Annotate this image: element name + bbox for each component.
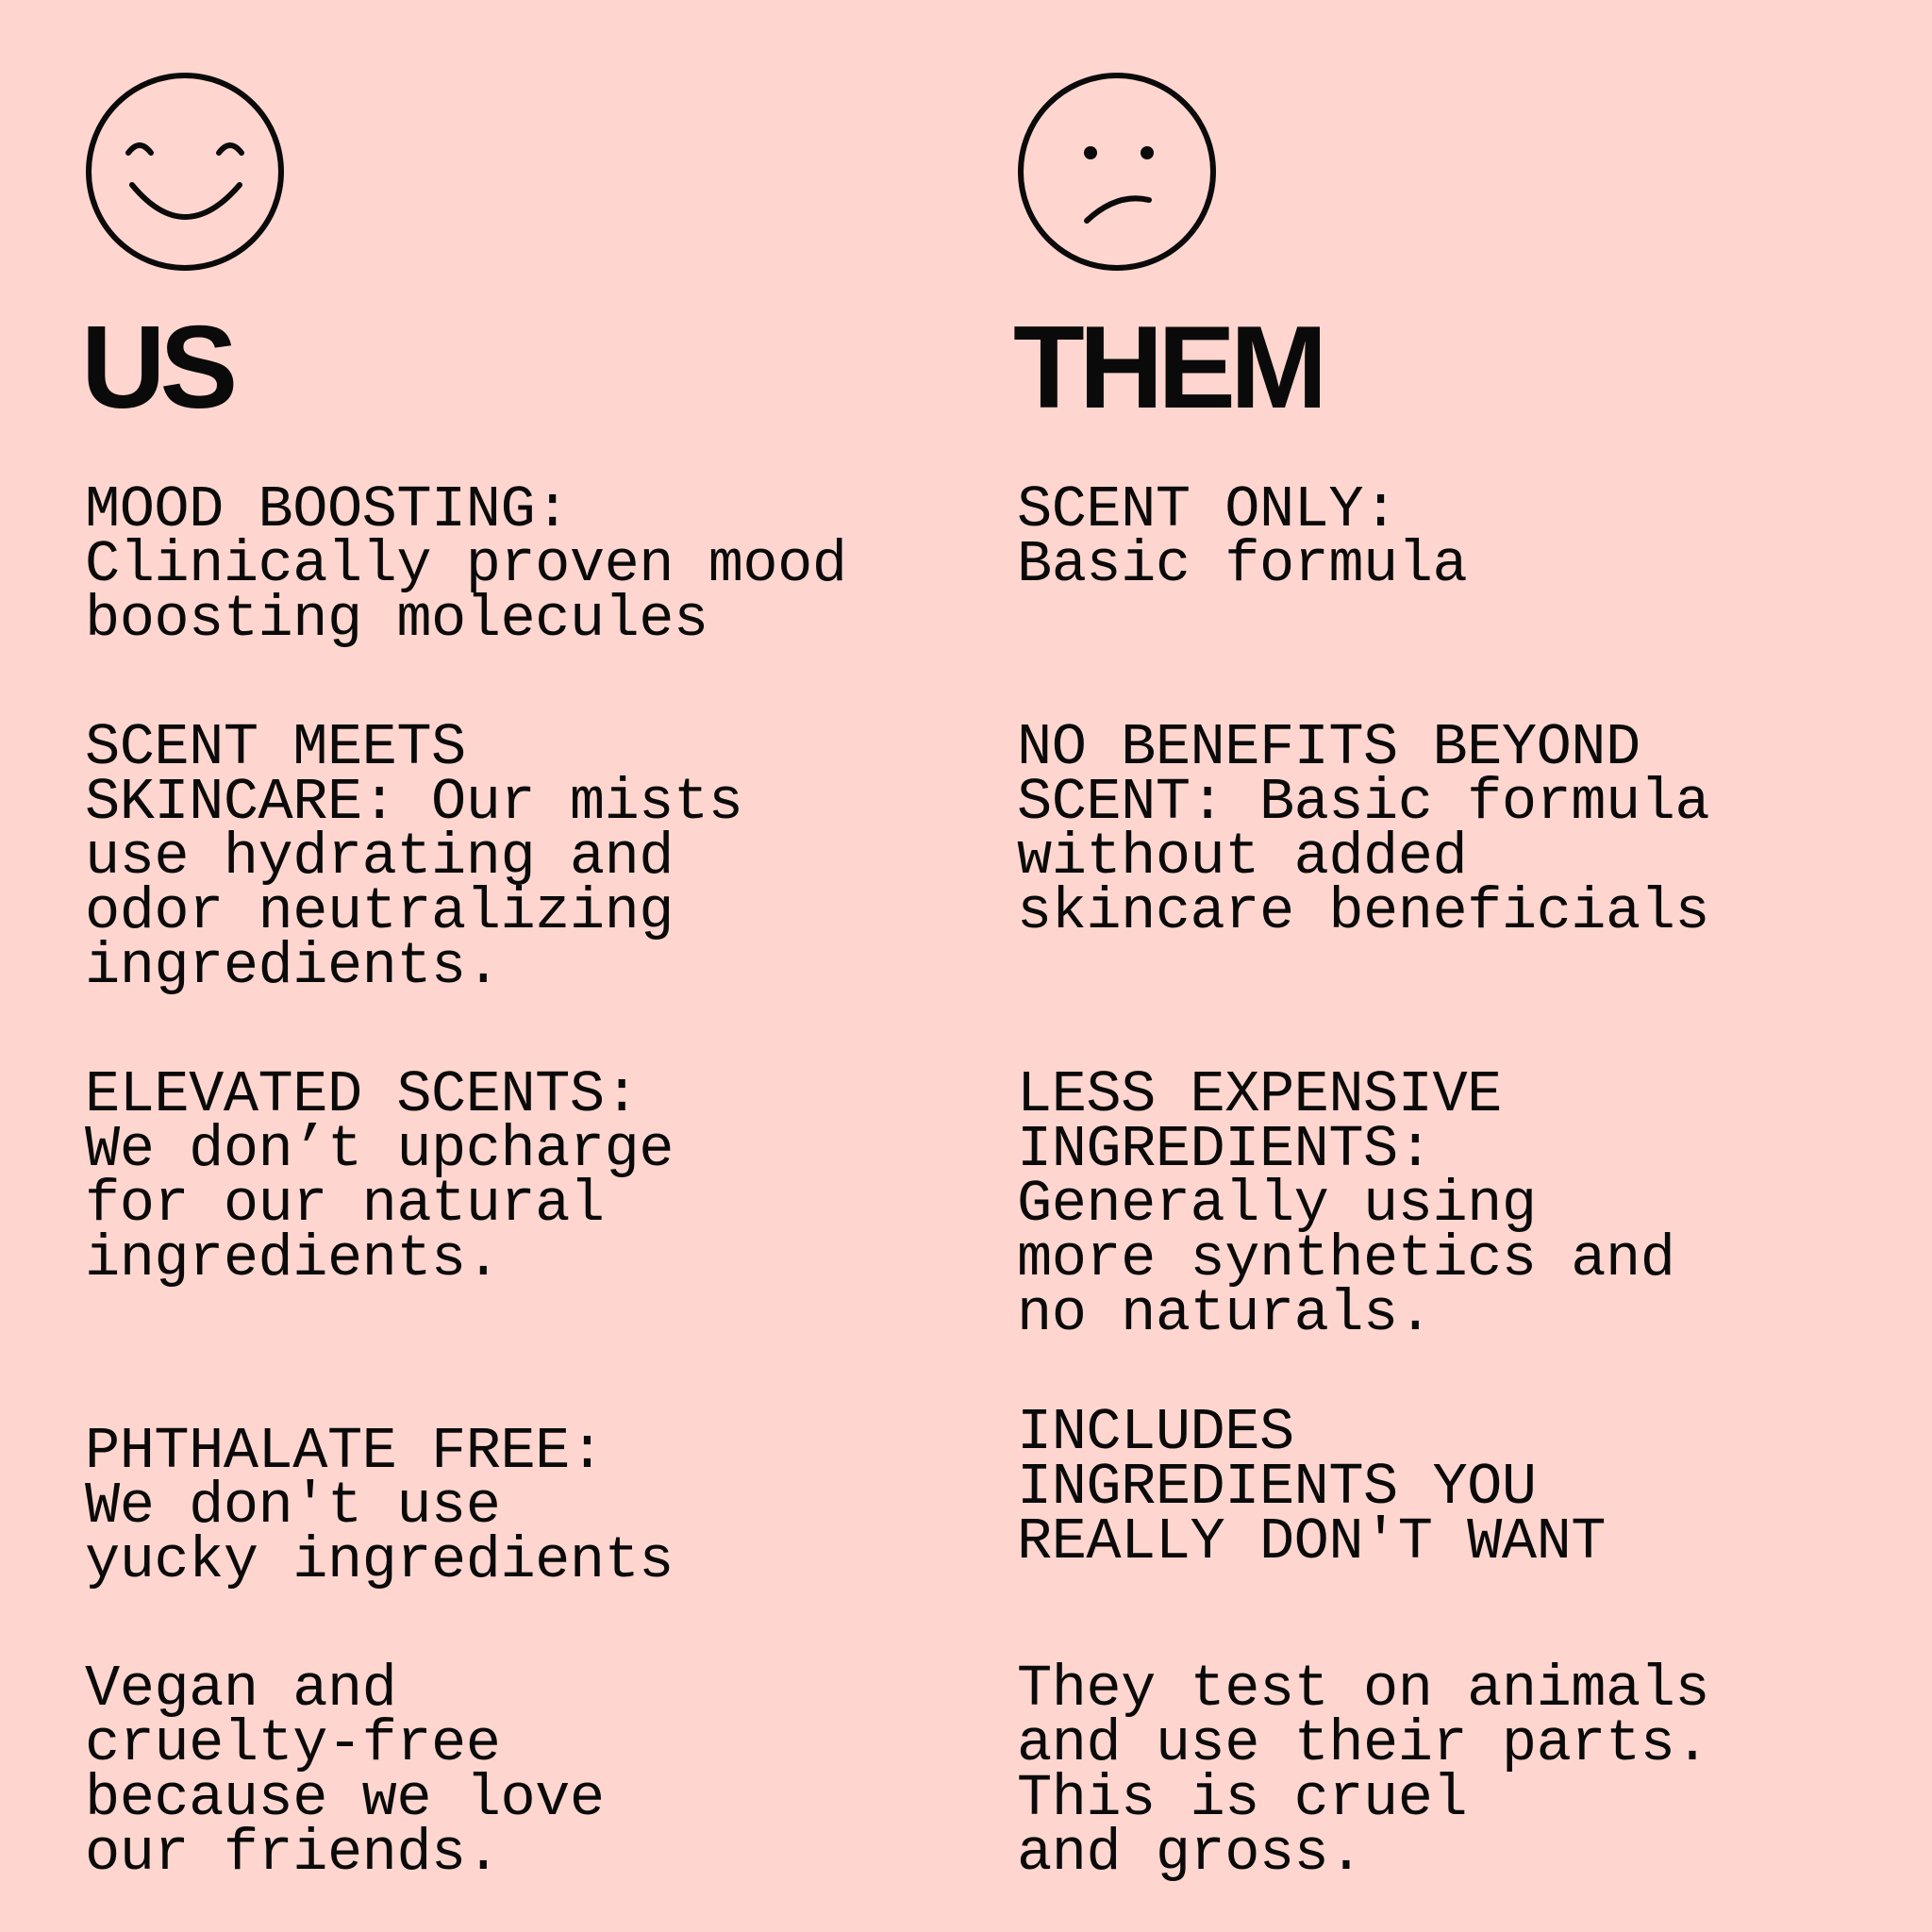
them-heading: THEM [1013,303,1323,433]
frowning-face-icon [1017,72,1217,272]
them-item-includes-ingredients: INCLUDES INGREDIENTS YOU REALLY DON'T WANT [1017,1399,1607,1575]
us-item-vegan: Vegan and cruelty-free because we love our friends. [85,1656,605,1887]
them-item-scent-only: SCENT ONLY: Basic formula [1017,476,1468,598]
us-item-scent-meets-skincare: SCENT MEETS SKINCARE: Our mists use hydrating and odor neutralizing ingredients. [85,714,743,1000]
us-item-mood-boosting: MOOD BOOSTING: Clinically proven mood boosting molecules [85,476,847,653]
them-item-animal-testing: They test on animals and use their parts. This is cruel and gross. [1017,1656,1710,1887]
smiley-face-icon [85,72,285,272]
them-item-less-expensive: LESS EXPENSIVE INGREDIENTS: Generally using more synthetics and no naturals. [1017,1061,1675,1347]
us-item-phthalate-free: PHTHALATE FREE: We don't use yucky ingredients [85,1418,675,1594]
us-heading: US [81,303,233,433]
them-item-no-benefits: NO BENEFITS BEYOND SCENT: Basic formula without added skincare beneficials [1017,714,1710,945]
us-item-elevated-scents: ELEVATED SCENTS: We don’t upcharge for our natural ingredients. [85,1061,675,1292]
